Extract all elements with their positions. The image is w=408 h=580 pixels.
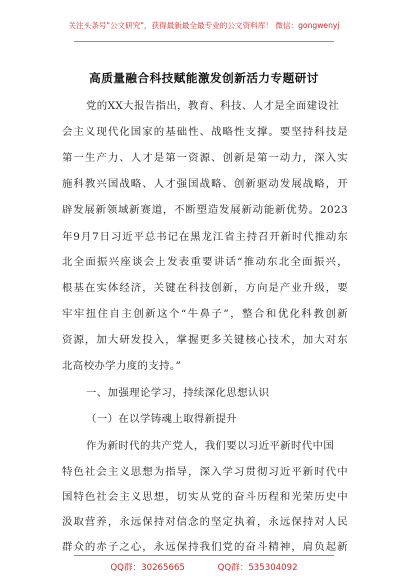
paragraph-line: 特色社会主义思想为指导，深入学习贯彻习近平新时代中 [62, 466, 348, 478]
paragraph-line: 施科教兴国战略、人才强国战略、创新驱动发展战略，开 [62, 178, 348, 190]
paragraph-line: 第一生产力、人才是第一资源、创新是第一动力，深入实 [62, 152, 348, 164]
paragraph-line: 辟发展新领域新赛道，不断塑造发展新动能新优势。2023 [62, 204, 348, 216]
paragraph-line: 汲取营养，永远保持对信念的坚定执着，永远保持对人民 [62, 516, 348, 528]
paragraph-line: 群众的赤子之心，永远保持我们党的奋斗精神，肩负起新 [62, 541, 348, 553]
footer-divider [74, 555, 334, 556]
header-banner: 关注头条号"公文研究"，获得最新最全最专业的公文资料库！ 微信：gongwenyj [68, 21, 340, 30]
section-heading: 一、加强理论学习，持续深化思想认识 [86, 387, 270, 399]
paragraph-line: 资源，加大研发投入，掌握更多关键核心技术，加大对东 [62, 334, 348, 346]
subsection-heading: （一）在以学铸魂上取得新提升 [86, 413, 238, 425]
paragraph-line: 作为新时代的共产党人，我们要以习近平新时代中国 [86, 440, 335, 452]
footer-qq-group-2: QQ群：535304092 [217, 563, 298, 573]
paragraph-line: 年9月7日习近平总书记在黑龙江省主持召开新时代推动东 [62, 231, 348, 243]
document-title: 高质量融合科技赋能激发创新活力专题研讨 [89, 71, 319, 85]
footer-qq-group-1: QQ群：30265665 [110, 563, 185, 573]
paragraph-line: 会主义现代化国家的基础性、战略性支撑。要坚持科技是 [62, 126, 348, 138]
footer [0, 561, 408, 573]
header-divider [74, 41, 334, 42]
paragraph-line: 北全面振兴座谈会上发表重要讲话“推动东北全面振兴， [62, 256, 348, 268]
paragraph-line: 牢牢扭住自主创新这个“牛鼻子”，整合和优化科教创新 [62, 308, 348, 320]
paragraph-line: 国特色社会主义思想，切实从党的奋斗历程和光荣历史中 [62, 491, 348, 503]
paragraph-line: 北高校办学力度的支持。” [62, 360, 182, 372]
paragraph-line: 根基在实体经济，关键在科技创新，方向是产业升级，要 [62, 282, 348, 294]
paragraph-line: 党的XX大报告指出，教育、科技、人才是全面建设社 [86, 100, 339, 112]
